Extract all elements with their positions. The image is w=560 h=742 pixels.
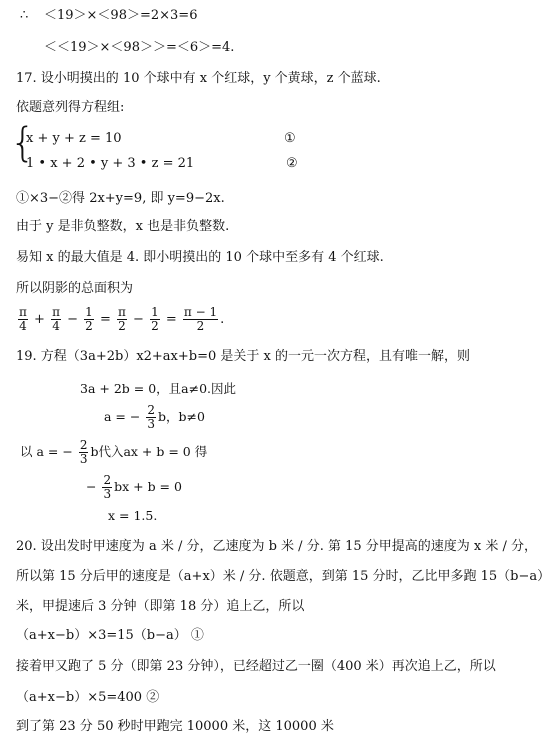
problem-19-intro: 19. 方程（3a+2b）x2+ax+b=0 是关于 x 的一元一次方程，且有唯一解，则 bbox=[16, 349, 470, 364]
nested-angle-line: ＜＜19＞×＜98＞＞=＜6＞=4. bbox=[44, 40, 235, 55]
problem-17-combine: ①×3−②得 2x+y=9, 即 y=9−2x. bbox=[16, 191, 225, 206]
frac-pi-over-4: $\frac{\pi}{4}$ bbox=[19, 305, 27, 333]
problem-20-line2: 所以第 15 分后甲的速度是（a+x）米 / 分. 依题意，到第 15 分时，乙比甲多跑 15（b−a） bbox=[16, 569, 551, 584]
substituted-equation: − $\frac{2}{3}$ bx + b = 0 bbox=[86, 473, 182, 501]
therefore-symbol: ∴ bbox=[20, 8, 29, 23]
frac-1-over-2: $\frac{1}{2}$ bbox=[85, 305, 93, 333]
frac-2-over-3-b: $\frac{2}{3}$ bbox=[79, 438, 88, 466]
problem-17-nonneg: 由于 y 是非负整数，x 也是非负整数. bbox=[16, 219, 230, 234]
angle-product-line: ＜19＞×＜98＞=2×3=6 bbox=[44, 8, 198, 23]
frac-2-over-3-c: $\frac{2}{3}$ bbox=[103, 473, 112, 501]
system-eq1-mark: ① bbox=[284, 131, 296, 146]
problem-20-line1: 20. 设出发时甲速度为 a 米 / 分，乙速度为 b 米 / 分. 第 15 分甲提高的速度为 x 米 / 分， bbox=[16, 539, 538, 554]
frac-1-over-2-b: $\frac{1}{2}$ bbox=[151, 305, 159, 333]
system-eq2: 1 • x + 2 • y + 3 • z = 21 bbox=[26, 156, 195, 171]
area-intro: 所以阴影的总面积为 bbox=[16, 281, 134, 296]
system-eq1: x + y + z = 10 bbox=[26, 131, 122, 146]
frac-pi-over-4-b: $\frac{\pi}{4}$ bbox=[52, 305, 60, 333]
problem-20-line4: 接着甲又跑了 5 分（即第 23 分钟），已经超过乙一圈（400 米）再次追上乙，所以 bbox=[16, 659, 496, 674]
frac-pi-minus-1-over-2: $\frac{\pi - 1}{2}$ bbox=[183, 305, 218, 333]
system-eq2-mark: ② bbox=[286, 156, 298, 171]
problem-20-line5: 到了第 23 分 50 秒时甲跑完 10000 米，这 10000 米 bbox=[16, 719, 334, 734]
problem-19-condition: 3a + 2b = 0，且a≠0.因此 bbox=[80, 381, 237, 396]
frac-pi-over-2: $\frac{\pi}{2}$ bbox=[117, 305, 126, 333]
problem-20-eq2: （a+x−b）×5=400 ② bbox=[16, 690, 160, 705]
problem-20-eq1: （a+x−b）×3=15（b−a） ① bbox=[16, 628, 204, 643]
problem-20-line3: 米，甲提速后 3 分钟（即第 18 分）追上乙，所以 bbox=[16, 599, 305, 614]
problem-19-result: x = 1.5. bbox=[108, 508, 158, 523]
area-expression: $\frac{\pi}{4}$ + $\frac{\pi}{4}$ − $\frac{1}{2}$ = $\frac{\pi}{2}$ − $\frac{1}{2}$ = $\frac{\pi - 1}{2}$ . bbox=[19, 305, 225, 333]
problem-17-setup: 依题意列得方程组: bbox=[16, 100, 125, 115]
problem-17-intro: 17. 设小明摸出的 10 个球中有 x 个红球，y 个黄球，z 个蓝球. bbox=[16, 71, 381, 86]
substitution-line: 以 a = − $\frac{2}{3}$ b代入ax + b = 0 得 bbox=[20, 438, 208, 466]
a-expression: a = − $\frac{2}{3}$ b，b≠0 bbox=[104, 403, 205, 431]
problem-17-max: 易知 x 的最大值是 4. 即小明摸出的 10 个球中至多有 4 个红球. bbox=[16, 250, 384, 265]
frac-2-over-3-a: $\frac{2}{3}$ bbox=[147, 403, 155, 431]
system-brace: { bbox=[10, 120, 36, 166]
